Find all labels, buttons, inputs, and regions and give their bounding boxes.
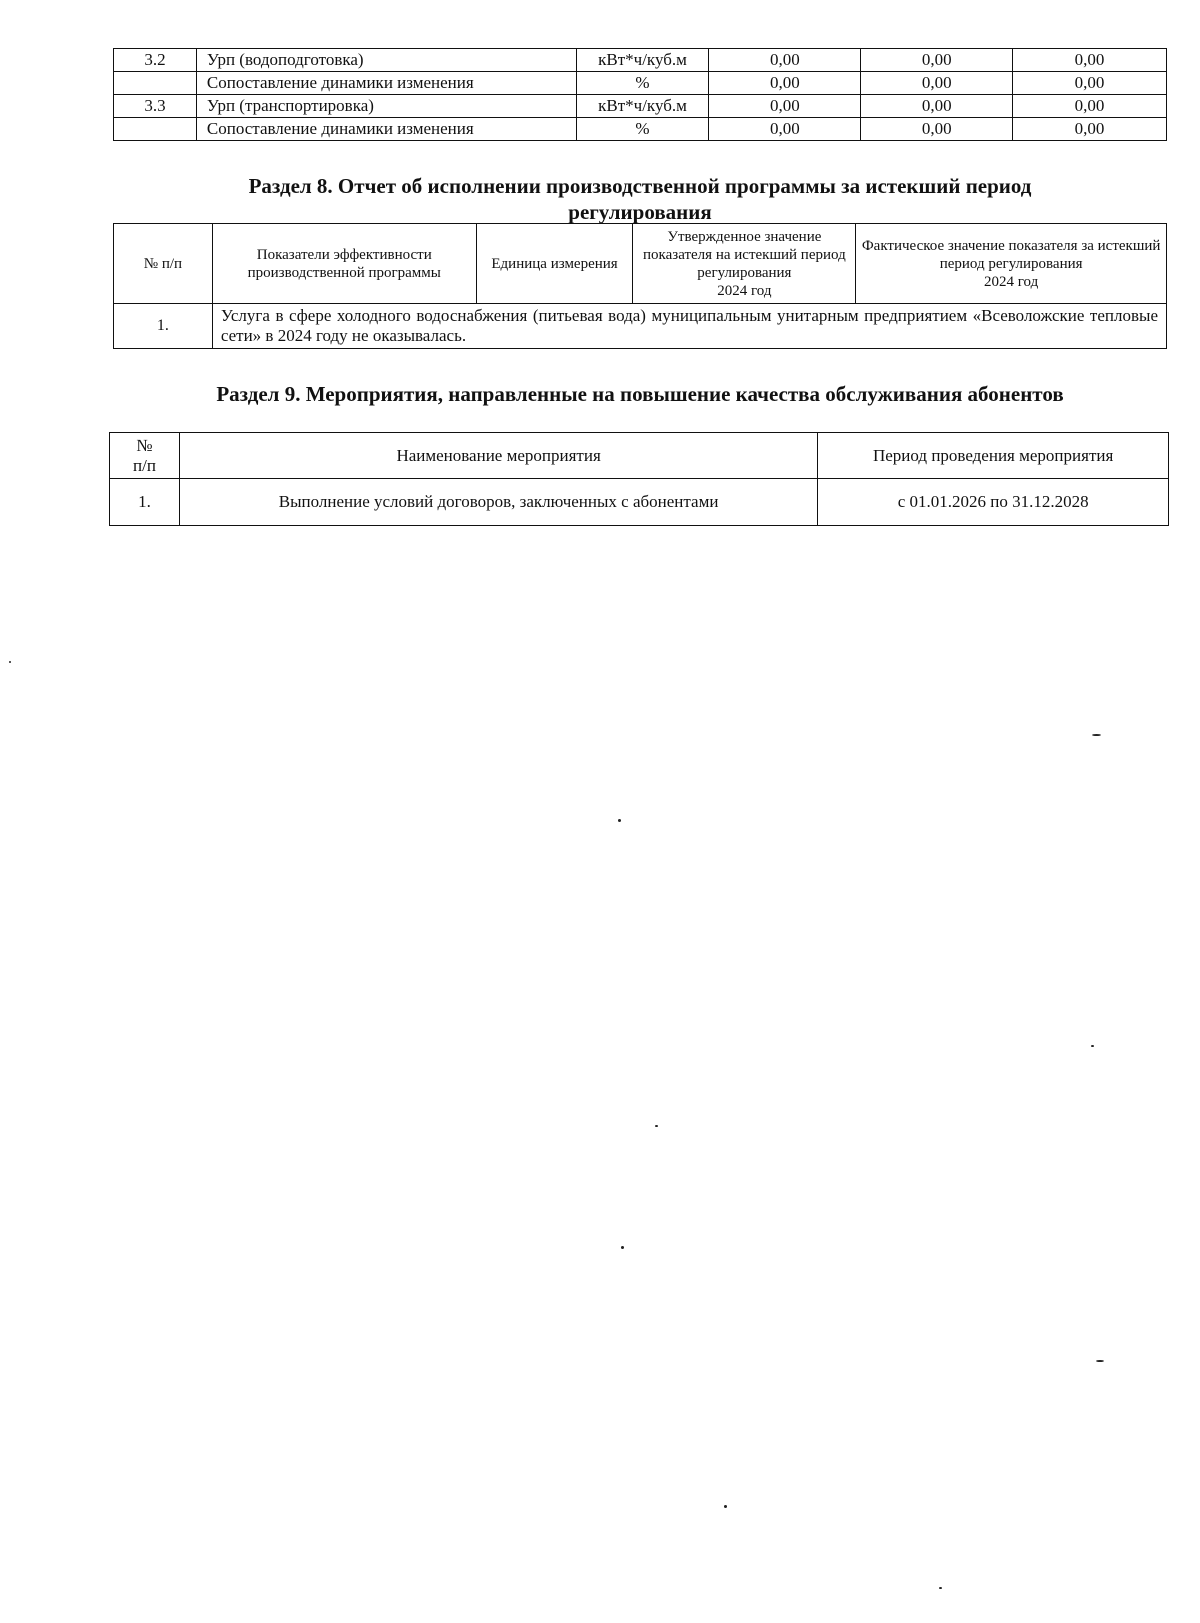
measure-period: с 01.01.2026 по 31.12.2028 — [818, 479, 1169, 526]
scan-speck — [939, 1587, 942, 1589]
row-number: 3.3 — [114, 95, 197, 118]
header-indicators: Показатели эффективности производственной программы — [212, 224, 476, 304]
scan-speck — [9, 661, 11, 663]
indicator-name: Урп (транспортировка) — [196, 95, 576, 118]
header-approved — [633, 224, 856, 304]
value-cell: 0,00 — [709, 118, 861, 141]
table-row — [114, 95, 1167, 118]
unit-cell: кВт*ч/куб.м — [576, 95, 709, 118]
section-8-title-line-2: регулирования — [568, 200, 712, 224]
value-cell: 0,00 — [709, 49, 861, 72]
header-np — [110, 433, 180, 479]
value-cell: 0,00 — [709, 72, 861, 95]
service-quality-measures-table — [109, 432, 1169, 526]
value-cell: 0,00 — [1013, 49, 1167, 72]
indicator-name: Сопоставление динамики изменения — [196, 118, 576, 141]
section-8-title-line-1: Раздел 8. Отчет об исполнении производственной программы за истекший период — [248, 174, 1032, 198]
header-np-line-1: № — [136, 435, 153, 455]
value-cell: 0,00 — [861, 49, 1013, 72]
header-np-line-2: п/п — [133, 455, 156, 475]
header-period: Период проведения мероприятия — [818, 433, 1169, 479]
value-cell: 0,00 — [1013, 72, 1167, 95]
table-header-row — [110, 433, 1169, 479]
table-row — [114, 304, 1167, 349]
table-row — [114, 72, 1167, 95]
section-8-title — [113, 173, 1167, 225]
unit-cell: % — [576, 118, 709, 141]
scan-speck — [1096, 1360, 1104, 1362]
table-row — [114, 49, 1167, 72]
value-cell: 0,00 — [1013, 95, 1167, 118]
table-row — [110, 479, 1169, 526]
scan-speck — [1092, 734, 1101, 736]
header-np: № п/п — [114, 224, 213, 304]
production-program-report-table — [113, 223, 1167, 349]
unit-cell: кВт*ч/куб.м — [576, 49, 709, 72]
service-note: Услуга в сфере холодного водоснабжения (питьевая вода) муниципальным унитарным предприятием «Всеволожские тепловые сети» в 2024 году не оказывалась. — [212, 304, 1166, 349]
header-measure-name: Наименование мероприятия — [179, 433, 817, 479]
table-row — [114, 118, 1167, 141]
value-cell: 0,00 — [861, 118, 1013, 141]
measure-name: Выполнение условий договоров, заключенных с абонентами — [179, 479, 817, 526]
header-actual-year: 2024 год — [984, 273, 1039, 290]
scan-speck — [621, 1246, 624, 1249]
row-number: 1. — [114, 304, 213, 349]
value-cell: 0,00 — [709, 95, 861, 118]
scan-speck — [724, 1505, 727, 1508]
header-actual — [856, 224, 1167, 304]
unit-cell: % — [576, 72, 709, 95]
row-number: 1. — [110, 479, 180, 526]
energy-indicators-table — [113, 48, 1167, 141]
section-9-title: Раздел 9. Мероприятия, направленные на повышение качества обслуживания абонентов — [216, 382, 1064, 406]
value-cell: 0,00 — [861, 95, 1013, 118]
header-unit: Единица измерения — [476, 224, 633, 304]
indicator-name: Урп (водоподготовка) — [196, 49, 576, 72]
header-approved-year: 2024 год — [717, 282, 772, 299]
scan-speck — [1091, 1045, 1094, 1047]
row-number: 3.2 — [114, 49, 197, 72]
indicator-name: Сопоставление динамики изменения — [196, 72, 576, 95]
table-header-row — [114, 224, 1167, 304]
scan-speck — [618, 819, 621, 822]
value-cell: 0,00 — [1013, 118, 1167, 141]
row-number — [114, 72, 197, 95]
header-approved-label: Утвержденное значение показателя на истекший период регулирования — [643, 228, 846, 281]
scan-speck — [655, 1125, 658, 1127]
row-number — [114, 118, 197, 141]
value-cell: 0,00 — [861, 72, 1013, 95]
header-actual-label: Фактическое значение показателя за истекший период регулирования — [861, 237, 1161, 272]
